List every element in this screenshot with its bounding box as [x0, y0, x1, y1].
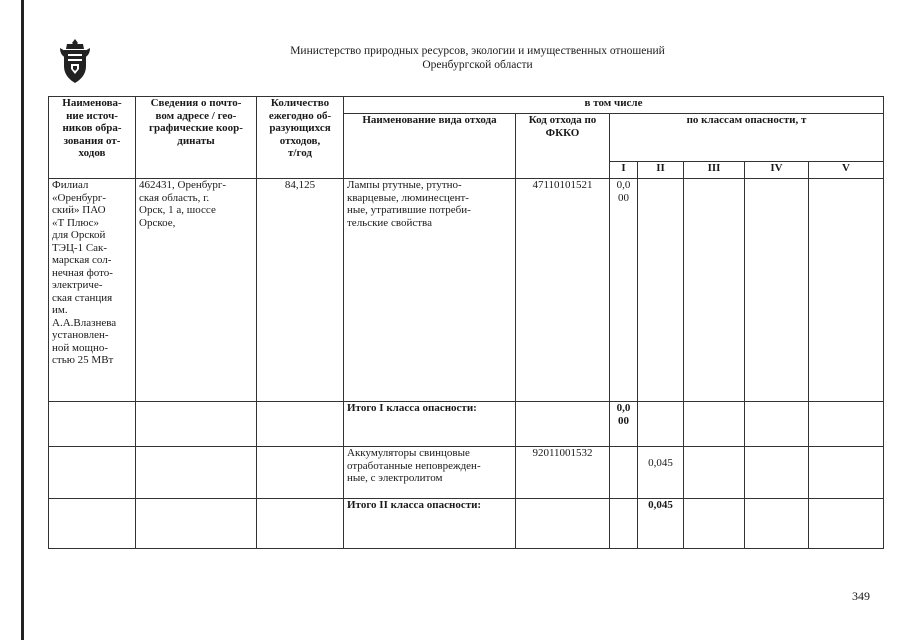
- scan-edge-bar: [21, 0, 24, 640]
- coat-of-arms-icon: [58, 38, 92, 84]
- table-row: [49, 499, 884, 549]
- total-label: Итого I класса опасности:: [344, 402, 516, 447]
- waste-table: [48, 96, 884, 549]
- header-including: в том числе: [344, 97, 884, 114]
- class-v-header: V: [809, 162, 884, 179]
- fkko-code: 47110101521: [516, 179, 610, 402]
- class-ii-header: II: [638, 162, 684, 179]
- header-address: Сведения о почто- вом адресе / гео- графические коор- динаты: [136, 97, 257, 179]
- waste-name: Лампы ртутные, ртутно- кварцевые, люминесцент- ные, утратившие потреби- тельские свойства: [344, 179, 516, 402]
- table-row: [49, 179, 884, 402]
- page-number: 349: [852, 589, 870, 603]
- class-i-total: 0,0 00: [610, 402, 638, 447]
- class-i-header: I: [610, 162, 638, 179]
- header-hazard-classes: по классам опасности, т: [610, 114, 884, 162]
- table-row: [49, 447, 884, 499]
- header-waste-name: Наименование вида отхода: [344, 114, 516, 179]
- waste-name: Аккумуляторы свинцовые отработанные неповрежден- ные, с электролитом: [344, 447, 516, 499]
- region-name: Оренбургской области: [422, 59, 533, 71]
- total-label: Итого II класса опасности:: [344, 499, 516, 549]
- class-i-value: 0,0 00: [610, 179, 638, 402]
- class-iv-header: IV: [745, 162, 809, 179]
- header-source: Наименова- ние источ- ников обра- зования от- ходов: [49, 97, 136, 179]
- class-iii-header: III: [684, 162, 745, 179]
- annual-quantity: 84,125: [257, 179, 344, 402]
- header-quantity: Количество ежегодно об- разующихся отходов, т/год: [257, 97, 344, 179]
- source-address: 462431, Оренбург- ская область, г. Орск, 1 а, шоссе Орское,: [136, 179, 257, 402]
- source-name: Филиал «Оренбург- ский» ПАО «Т Плюс» для Орской ТЭЦ-1 Сак- марская сол- нечная фото- электриче- ская станция им. А.А.Влазнева установлен- ной мощно- стью 25 МВт: [49, 179, 136, 402]
- table-row: [49, 402, 884, 447]
- fkko-code: 92011001532: [516, 447, 610, 499]
- header-fkko-code: Код отхода по ФККО: [516, 114, 610, 179]
- class-ii-total: 0,045: [638, 499, 684, 549]
- class-ii-value: 0,045: [638, 447, 684, 499]
- ministry-name: Министерство природных ресурсов, экологии и имущественных отношений: [290, 45, 665, 57]
